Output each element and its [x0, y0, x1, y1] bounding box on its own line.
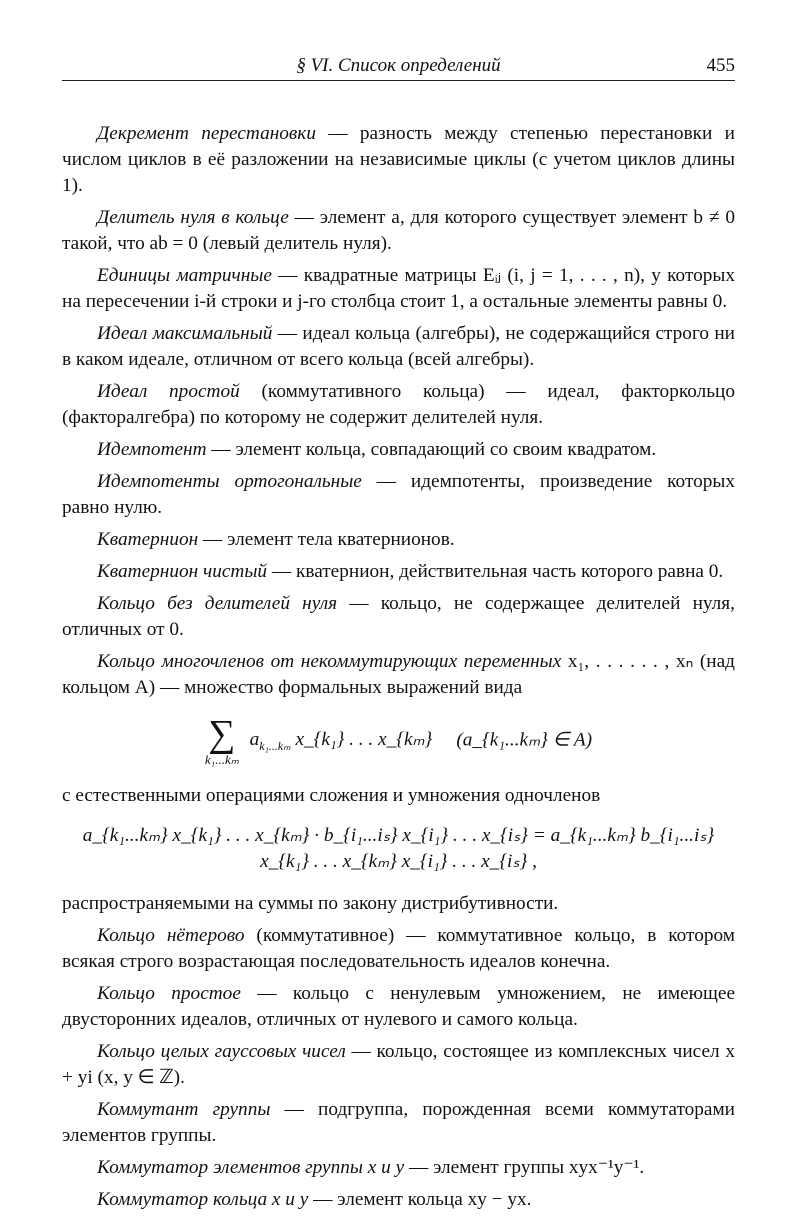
definition-term: Кватернион — [97, 529, 199, 550]
definition-text: (коммутативное) — коммутативное кольцо, в котором всякая строго возрастающая последовательность идеалов конечна. — [62, 925, 735, 972]
running-title: § VI. Список определений — [296, 55, 501, 76]
definition-term: Делитель нуля в кольце — [97, 207, 289, 228]
definition-entry — [62, 205, 735, 257]
definition-term: Идеал простой — [97, 381, 240, 402]
definition-text: x₁, . . . . . . , xₙ (над кольцом A) — множество формальных выражений вида — [62, 651, 735, 698]
definition-entry — [62, 981, 735, 1033]
definition-text: — кольцо с ненулевым умножением, не имеющее двусторонних идеалов, отличных от нулевого и самого кольца. — [62, 983, 735, 1030]
paragraph-between: с естественными операциями сложения и умножения одночленов — [62, 785, 601, 806]
definition-entry — [62, 649, 735, 701]
definition-entry — [62, 437, 735, 463]
definition-entry — [62, 379, 735, 431]
definition-entry — [62, 923, 735, 975]
definition-text: — идеал кольца (алгебры), не содержащийся строго ни в каком идеале, отличном от всего кольца (всей алгебры). — [62, 323, 735, 370]
definition-term: Идемпотенты ортогональные — [97, 471, 362, 492]
page-number: 455 — [706, 55, 735, 76]
definition-text: — кватернион, действительная часть которого равна 0. — [267, 561, 724, 582]
definition-entry — [62, 1097, 735, 1149]
definition-entry — [62, 527, 735, 553]
definition-entry — [62, 1039, 735, 1091]
definition-entry — [62, 321, 735, 373]
definition-entry — [62, 121, 735, 199]
definition-entry — [62, 559, 735, 585]
definition-text: — разность между степенью перестановки и числом циклов в её разложении на независимые циклы (с учетом циклов длины 1). — [62, 123, 735, 196]
definition-text: — элемент кольца xy − yx. — [308, 1189, 532, 1210]
definition-text: (коммутативного кольца) — идеал, факторкольцо (факторалгебра) по которому не содержит делителей нуля. — [62, 381, 735, 428]
definition-entry — [62, 469, 735, 521]
definition-term: Декремент перестановки — [97, 123, 316, 144]
definition-text: — элемент тела кватернионов. — [198, 529, 455, 550]
definition-entry — [62, 263, 735, 315]
definition-text: — элемент a, для которого существует элемент b ≠ 0 такой, что ab = 0 (левый делитель нуля). — [62, 207, 735, 254]
sum-operator: ∑ k₁...kₘ — [204, 713, 239, 767]
formula-product: a_{k₁...kₘ} x_{k₁} . . . x_{kₘ} · b_{i₁...iₛ} x_{i₁} . . . x_{iₛ} = a_{k₁...kₘ} b_{i₁...iₛ} x_{k₁} . . . x_{kₘ} x_{i₁} . . . x_{iₛ} , — [82, 825, 715, 872]
definition-text: — элемент группы xyx⁻¹y⁻¹. — [404, 1157, 645, 1178]
definition-term: Идеал максимальный — [97, 323, 273, 344]
definition-term: Кольцо простое — [97, 983, 241, 1004]
definition-text: — кольцо, не содержащее делителей нуля, отличных от 0. — [62, 593, 735, 640]
definition-term: Идемпотент — [97, 439, 207, 460]
definition-entry — [62, 1155, 735, 1181]
definition-text: — квадратные матрицы Eᵢⱼ (i, j = 1, . . . , n), у которых на пересечении i-й строки и j-го столбца стоит 1, а остальные элементы равны 0. — [62, 265, 735, 312]
definition-entry — [62, 1187, 735, 1213]
sum-condition: (a_{k₁...kₘ} ∈ A) — [456, 729, 593, 751]
definition-text: — элемент кольца, совпадающий со своим квадратом. — [206, 439, 657, 460]
page-body — [62, 121, 735, 1219]
sum-limits: k₁...kₘ — [204, 752, 239, 767]
definition-term: Кольцо нётерово — [97, 925, 245, 946]
definition-term: Кватернион чистый — [97, 561, 268, 582]
definition-term: Коммутатор кольца x и y — [97, 1189, 309, 1210]
definition-text: — подгруппа, порожденная всеми коммутаторами элементов группы. — [62, 1099, 735, 1146]
definition-text: — кольцо, состоящее из комплексных чисел x + yi (x, y ∈ ℤ). — [62, 1041, 736, 1088]
definition-text: — идемпотенты, произведение которых равно нулю. — [62, 471, 735, 518]
formula-sum — [62, 715, 735, 767]
definition-term: Кольцо многочленов от некоммутирующих переменных — [97, 651, 562, 672]
definition-entry — [62, 591, 735, 643]
definition-term: Единицы матричные — [97, 265, 272, 286]
sum-expr: $a_{k_1...k_m}$ x_{k₁} . . . x_{kₘ} — [249, 729, 433, 754]
definition-term: Коммутатор элементов группы x и y — [97, 1157, 405, 1178]
definition-term: Кольцо целых гауссовых чисел — [97, 1041, 346, 1062]
paragraph-after: распространяемыми на суммы по закону дистрибутивности. — [62, 893, 559, 914]
definition-term: Коммутант группы — [97, 1099, 271, 1120]
definition-term: Кольцо без делителей нуля — [97, 593, 338, 614]
page-header — [62, 52, 735, 81]
